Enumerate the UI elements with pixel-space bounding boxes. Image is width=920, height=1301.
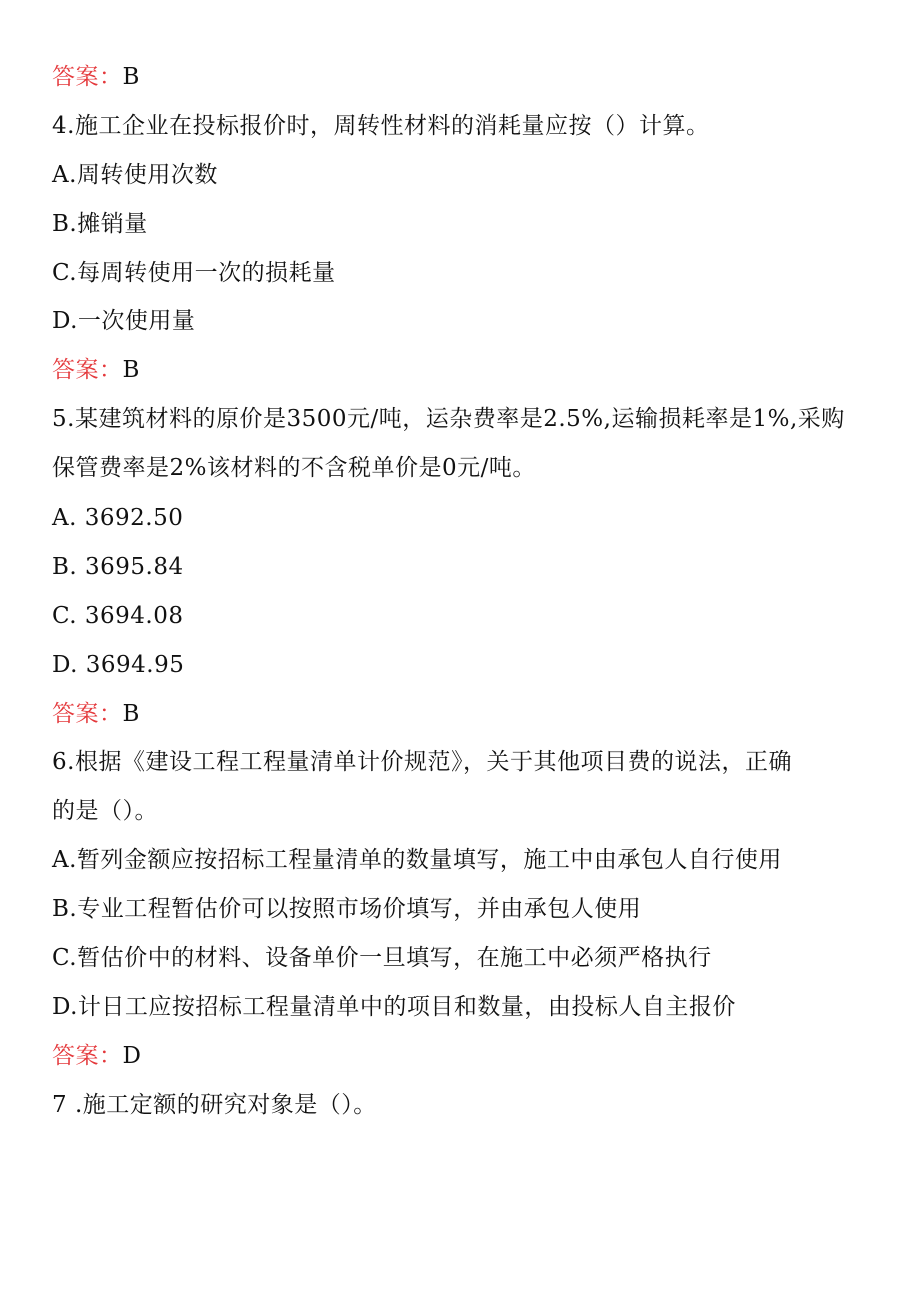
q3-answer-label: 答案： bbox=[52, 64, 123, 90]
q4-option-d: D.一次使用量 bbox=[52, 308, 196, 334]
q6-answer bbox=[52, 1041, 141, 1071]
q4-option-c: C.每周转使用一次的损耗量 bbox=[52, 260, 336, 286]
q5-question-line1: 5.某建筑材料的原价是3500元/吨，运杂费率是2.5%,运输损耗率是1%,采购 bbox=[52, 406, 845, 432]
q5-answer-label: 答案： bbox=[52, 701, 123, 727]
q6-answer-value: D bbox=[122, 1043, 142, 1069]
q4-answer bbox=[52, 355, 140, 385]
q5-option-d: D. 3694.95 bbox=[52, 652, 185, 678]
q5-question-line2: 保管费率是2%该材料的不含税单价是0元/吨。 bbox=[52, 455, 536, 481]
q5-answer-value: B bbox=[122, 701, 140, 727]
q5-option-a: A. 3692.50 bbox=[52, 505, 184, 531]
q3-answer bbox=[52, 62, 140, 92]
q6-answer-label: 答案： bbox=[52, 1043, 123, 1069]
q5-option-c: C. 3694.08 bbox=[52, 603, 184, 629]
q4-answer-value: B bbox=[122, 357, 140, 383]
q3-answer-value: B bbox=[122, 64, 140, 90]
q5-answer bbox=[52, 699, 140, 729]
q6-option-a: A.暂列金额应按招标工程量清单的数量填写，施工中由承包人自行使用 bbox=[52, 847, 782, 873]
q7-question: 7 .施工定额的研究对象是（）。 bbox=[52, 1092, 377, 1118]
q6-option-d: D.计日工应按招标工程量清单中的项目和数量，由投标人自主报价 bbox=[52, 994, 736, 1020]
q4-option-b: B.摊销量 bbox=[52, 211, 148, 237]
q4-answer-label: 答案： bbox=[52, 357, 123, 383]
q4-question: 4.施工企业在投标报价时，周转性材料的消耗量应按（）计算。 bbox=[52, 113, 710, 139]
q5-option-b: B. 3695.84 bbox=[52, 554, 184, 580]
q4-option-a: A.周转使用次数 bbox=[52, 162, 218, 188]
q6-option-b: B.专业工程暂估价可以按照市场价填写，并由承包人使用 bbox=[52, 896, 642, 922]
q6-question-line1: 6.根据《建设工程工程量清单计价规范》，关于其他项目费的说法，正确 bbox=[52, 749, 792, 775]
q6-question-line2: 的是（）。 bbox=[52, 798, 158, 824]
q6-option-c: C.暂估价中的材料、设备单价一旦填写，在施工中必须严格执行 bbox=[52, 945, 712, 971]
